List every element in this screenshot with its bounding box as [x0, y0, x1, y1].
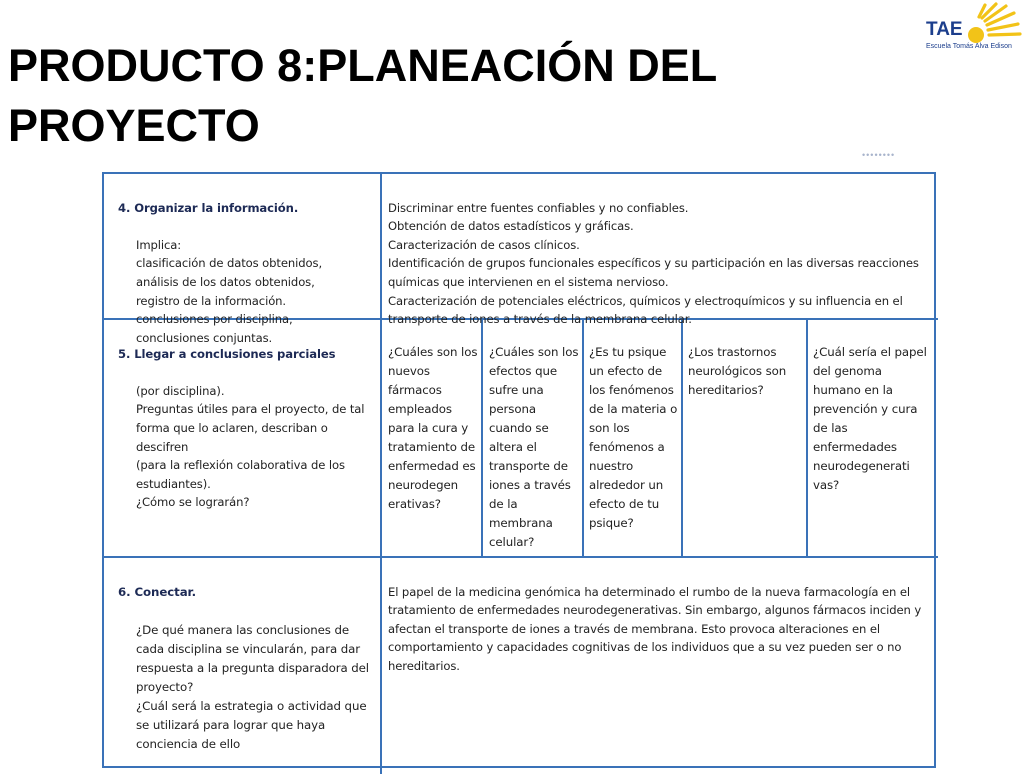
question-cell	[489, 324, 581, 554]
step-title: 6. Conectar.	[118, 585, 196, 599]
column-divider	[582, 318, 584, 558]
question-cell	[589, 324, 680, 554]
sun-icon	[964, 3, 1022, 47]
content-cell-connect	[388, 564, 932, 684]
question-text: ¿Cuál sería el papel del genoma humano en la prevención y cura de las enfermedades neurodegenerati vas?	[813, 345, 927, 492]
step-cell-organize	[118, 180, 378, 345]
question-cell	[688, 324, 805, 554]
step-description: (por disciplina). Preguntas útiles para el proyecto, de tal forma que lo aclaren, describan o descifren (para la reflexión colaborativa de los estudiantes). ¿Cómo se lograrán?	[136, 383, 365, 510]
step-cell-conclusions	[118, 326, 378, 554]
column-divider	[806, 318, 808, 558]
column-divider	[380, 174, 382, 774]
school-logo	[922, 3, 1022, 55]
question-text: ¿Los trastornos neurológicos son hereditarios?	[688, 345, 787, 397]
logo-name: TAE	[926, 19, 963, 40]
planning-table	[102, 172, 936, 768]
column-divider	[681, 318, 683, 558]
cropped-text-fragment: ••••••••	[862, 150, 896, 160]
question-text: ¿Cuáles son los efectos que sufre una persona cuando se altera el transporte de iones a través de la membrana celular?	[489, 345, 579, 549]
step-title: 4. Organizar la información.	[118, 200, 299, 215]
content-cell-organize	[388, 180, 932, 327]
logo-subtitle: Escuela Tomás Alva Edison	[926, 43, 1012, 50]
question-text: ¿Cuáles son los nuevos fármacos empleados para la cura y tratamiento de enfermedad es neurodegen erativas?	[388, 345, 478, 511]
step-content: El papel de la medicina genómica ha determinado el rumbo de la nueva farmacología en el tratamiento de enfermedades neurodegenerativas. Sin embargo, algunos fármacos inciden y afectan el transporte de iones a través de membrana. Esto provoca alteraciones en el comportamiento y capacidades cognitivas de los individuos que a su vez pueden ser o no hereditarios.	[388, 584, 922, 673]
step-cell-connect	[118, 564, 372, 768]
step-title: 5. Llegar a conclusiones parciales	[118, 346, 336, 361]
step-description: ¿De qué manera las conclusiones de cada disciplina se vincularán, para dar respuesta a la pregunta disparadora del proyecto? ¿Cuál será la estrategia o actividad que se utilizará para lograr que haya conciencia de ello	[136, 623, 369, 751]
column-divider	[481, 318, 483, 558]
step-content: Discriminar entre fuentes confiables y no confiables. Obtención de datos estadísticos y gráficas. Caracterización de casos clínicos. Identificación de grupos funcionales específicos y su participación en las diversas reacciones químicas que intervienen en el sistema nervioso. Caracterización de potenciales eléctricos, químicos y electroquímicos y su influencia en el transporte de iones a través de la membrana celular.	[388, 200, 919, 327]
question-cell	[388, 324, 480, 554]
step-description: Implica: clasificación de datos obtenidos, análisis de los datos obtenidos, registro de la información. conclusiones por disciplina, conclusiones conjuntas.	[136, 237, 323, 345]
question-text: ¿Es tu psique un efecto de los fenómenos de la materia o son los fenómenos a nuestro alrededor un efecto de tu psique?	[589, 345, 678, 530]
question-cell	[813, 324, 933, 554]
slide-title: PRODUCTO 8:PLANEACIÓN DEL PROYECTO	[8, 40, 717, 151]
